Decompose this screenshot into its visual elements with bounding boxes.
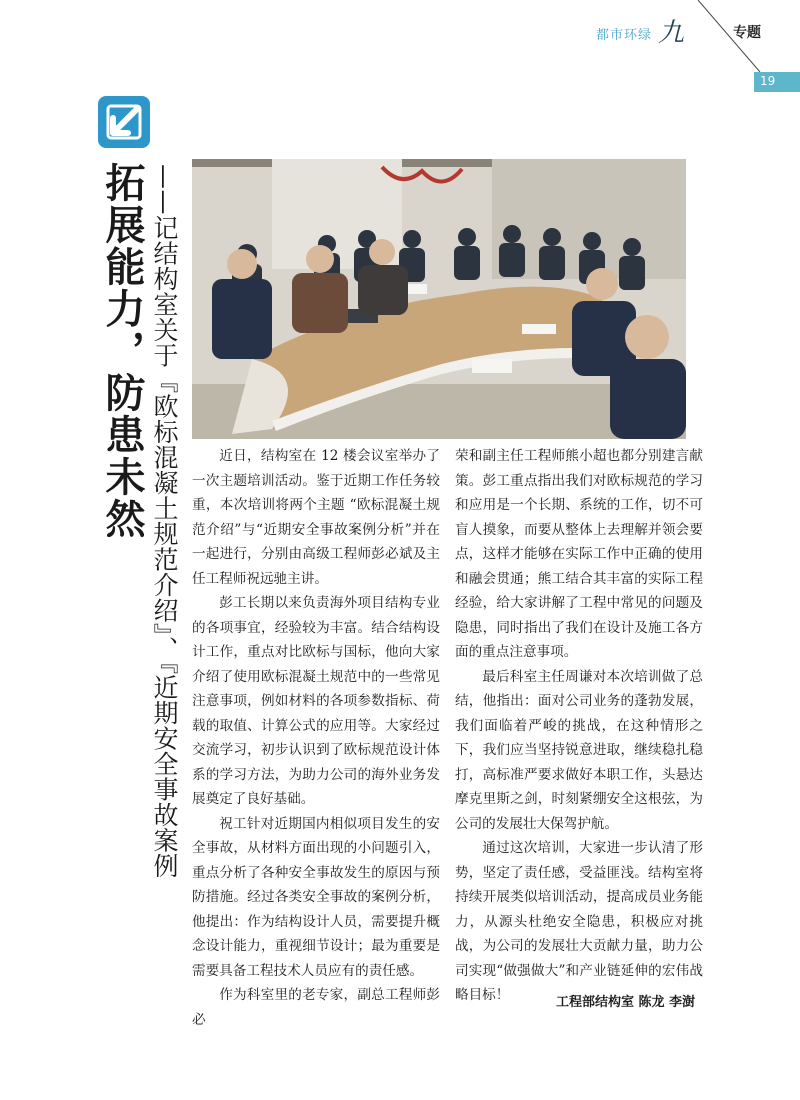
article-body-left xyxy=(192,444,440,1032)
paragraph: 近日，结构室在 12 楼会议室举办了一次主题培训活动。鉴于近期工作任务较重，本次培训将两个主题 “欧标混凝土规范介绍”与“近期安全事故案例分析”并在一起进行，分别由高级工程师彭必斌及主任工程师祝远驰主讲。 xyxy=(192,448,440,587)
paragraph: 祝工针对近期国内相似项目发生的安全事故，从材料方面出现的小问题引入，重点分析了各种安全事故发生的原因与预防措施。经过各类安全事故的案例分析，他提出：作为结构设计人员，需要提升概念设计能力，重视细节设计；最为重要是需要具备工程技术人员应有的责任感。 xyxy=(192,815,440,979)
meeting-photo xyxy=(192,159,686,439)
paragraph: 通过这次培训，大家进一步认清了形势，坚定了责任感，受益匪浅。结构室将持续开展类似培训活动，提高成员业务能力，从源头杜绝安全隐患，积极应对挑战，为公司的发展壮大贡献力量，助力公司实现“做强做大”和产业链延伸的宏伟战略目标！ xyxy=(455,840,703,1003)
article-body-right xyxy=(455,444,703,1008)
paragraph: 彭工长期以来负责海外项目结构专业的各项事宜，经验较为丰富。结合结构设计工作，重点对比欧标与国标，他向大家介绍了使用欧标混凝土规范中的一些常见注意事项，例如材料的各项参数指标、荷载的取值、计算公式的应用等。大家经过交流学习，初步认识到了欧标规范设计体系的学习方法，为助力公司的海外业务发展奠定了良好基础。 xyxy=(192,595,440,807)
paragraph: 最后科室主任周谦对本次培训做了总结，他指出：面对公司业务的蓬勃发展，我们面临着严峻的挑战，在这种情形之下，我们应当坚持锐意进取，继续稳扎稳打，高标准严要求做好本职工作，头悬达摩克里斯之剑，时刻紧绷安全这根弦，为公司的发展壮大保驾护航。 xyxy=(455,668,703,832)
byline: 工程部结构室 陈龙 李澍 xyxy=(556,995,696,1010)
brand-text: 都市环绿 xyxy=(596,27,653,43)
article-subtitle: ——记结构室关于『欧标混凝土规范介绍』、『近期安全事故案例 xyxy=(150,164,179,879)
page-number-tab xyxy=(754,72,800,92)
brand-logo: 九 xyxy=(658,18,685,48)
article-title: 拓展能力，防患未然 xyxy=(99,162,145,540)
arrow-down-left-icon xyxy=(98,96,150,148)
paragraph: 荣和副主任工程师熊小超也都分别建言献策。彭工重点指出我们对欧标规范的学习和应用是一个长期、系统的工作，切不可盲人摸象，而要从整体上去理解并领会要点，这样才能够在实际工作中正确的使用和融会贯通；熊工结合其丰富的实际工程经验，给大家讲解了工程中常见的问题及隐患，同时指出了我们在设计及施工各方面的重点注意事项。 xyxy=(455,448,703,660)
paragraph: 作为科室里的老专家，副总工程师彭必 xyxy=(192,987,440,1028)
magazine-brand xyxy=(596,18,684,48)
page-number: 19 xyxy=(760,74,776,88)
section-label: 专题 xyxy=(733,25,761,41)
